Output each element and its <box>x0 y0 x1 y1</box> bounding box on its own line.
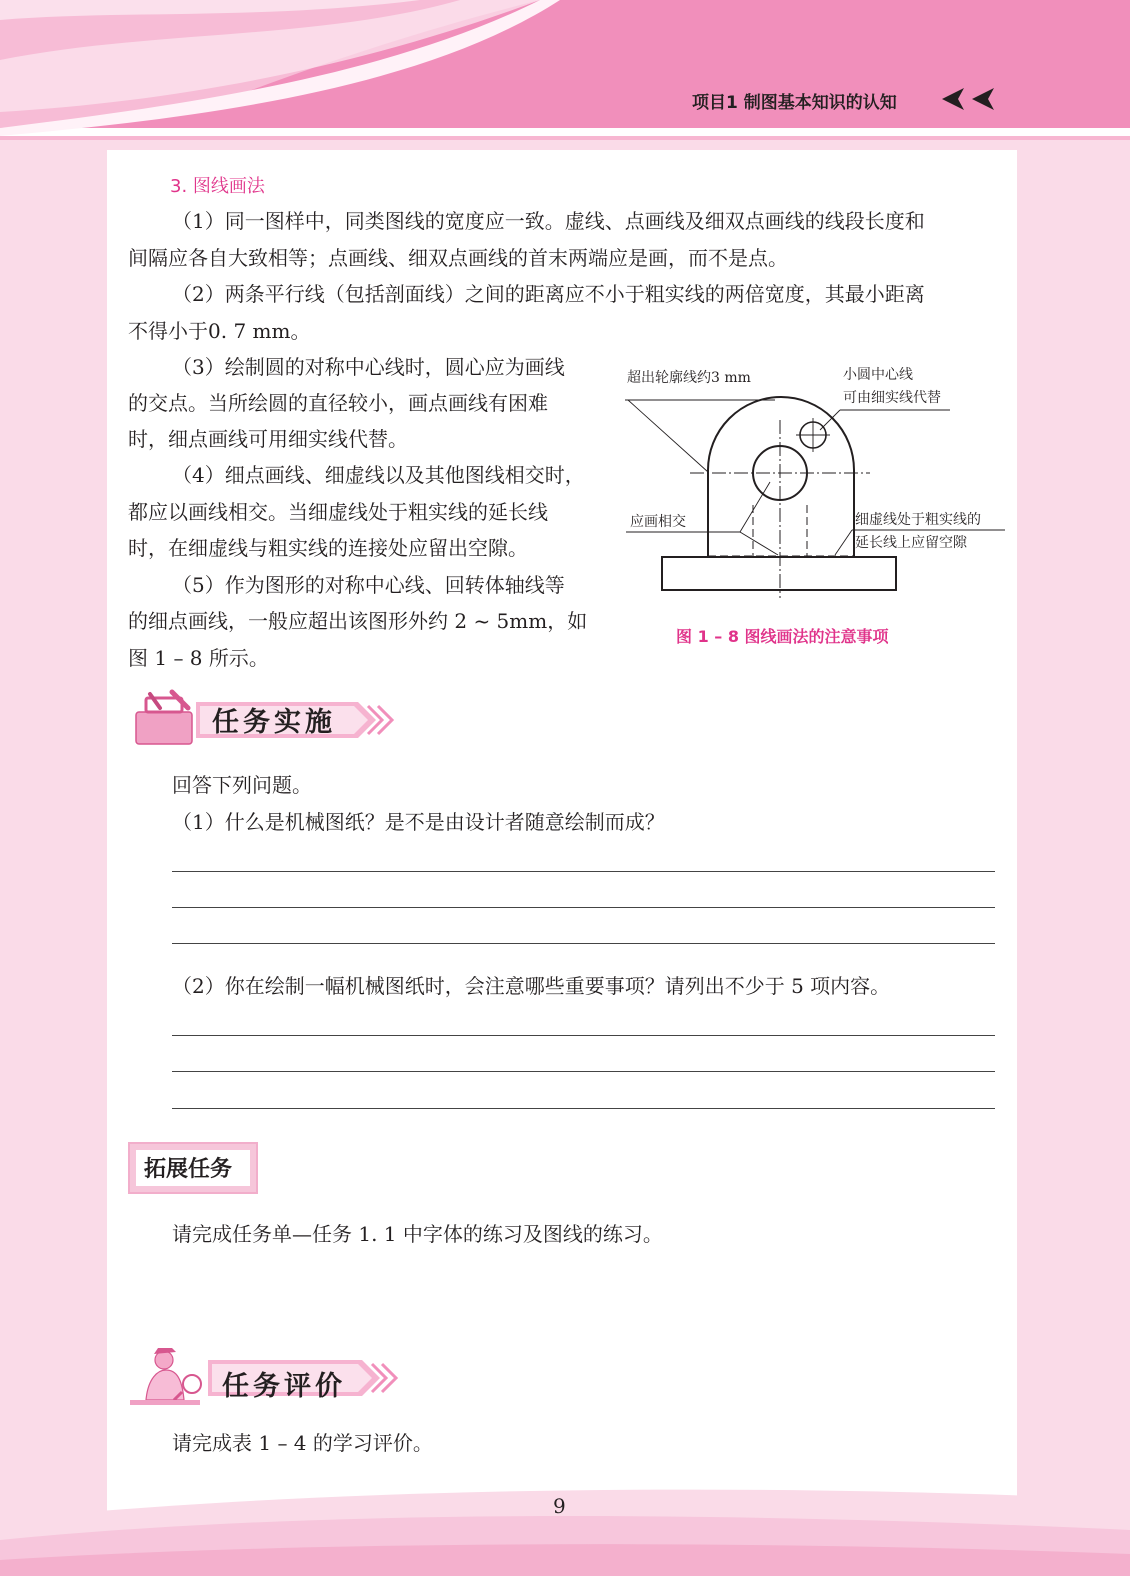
figure-caption: 图 1 – 8 图线画法的注意事项 <box>676 627 889 646</box>
paragraph-1-line-1: （1）同一图样中，同类图线的宽度应一致。虚线、点画线及细双点画线的线段长度和 <box>172 209 925 233</box>
answer-line-q1-1[interactable] <box>172 871 995 872</box>
figure-label-small-circle-2: 可由细实线代替 <box>843 390 941 406</box>
figure-label-exceed: 超出轮廓线约3 mm <box>627 370 751 386</box>
task-impl-banner-label: 任务实施 <box>212 707 336 738</box>
figure-label-intersect: 应画相交 <box>630 514 686 530</box>
answer-line-q1-2[interactable] <box>172 907 995 908</box>
figure-label-small-circle-1: 小圆中心线 <box>843 367 913 383</box>
task-eval-banner-label: 任务评价 <box>222 1371 346 1402</box>
paragraph-5-line-1: （5）作为图形的对称中心线、回转体轴线等 <box>172 573 565 597</box>
double-arrow-left-icon <box>940 86 1000 112</box>
expand-task-text: 请完成任务单—任务 1. 1 中字体的练习及图线的练习。 <box>172 1222 663 1246</box>
paragraph-3-line-2: 的交点。当所绘圆的直径较小，画点画线有困难 <box>128 391 548 415</box>
header-decoration <box>0 0 1130 140</box>
answer-line-q2-1[interactable] <box>172 1035 995 1036</box>
paragraph-4-line-2: 都应以画线相交。当细虚线处于粗实线的延长线 <box>128 500 548 524</box>
paragraph-4-line-1: （4）细点画线、细虚线以及其他图线相交时， <box>172 463 585 487</box>
answer-line-q1-3[interactable] <box>172 943 995 944</box>
paragraph-2-line-2: 不得小于0. 7 mm。 <box>128 319 311 343</box>
paragraph-2-line-1: （2）两条平行线（包括剖面线）之间的距离应不小于粗实线的两倍宽度，其最小距离 <box>172 282 925 306</box>
answer-line-q2-2[interactable] <box>172 1071 995 1072</box>
question-1: （1）什么是机械图纸？是不是由设计者随意绘制而成？ <box>172 810 665 834</box>
section-heading: 3. 图线画法 <box>170 176 265 197</box>
paragraph-3-line-1: （3）绘制圆的对称中心线时，圆心应为画线 <box>172 355 565 379</box>
task-eval-text: 请完成表 1 – 4 的学习评价。 <box>172 1431 433 1455</box>
left-margin <box>0 150 107 1576</box>
figure-line-drawing <box>620 360 1010 610</box>
figure-label-gap-1: 细虚线处于粗实线的 <box>855 512 981 528</box>
question-2: （2）你在绘制一幅机械图纸时，会注意哪些重要事项？请列出不少于 5 项内容。 <box>172 974 891 998</box>
figure-label-gap-2: 延长线上应留空隙 <box>855 535 967 551</box>
expand-task-label: 拓展任务 <box>144 1157 233 1182</box>
paragraph-3-line-3: 时，细点画线可用细实线代替。 <box>128 427 408 451</box>
task-impl-intro: 回答下列问题。 <box>172 773 312 797</box>
right-margin <box>1017 150 1130 1576</box>
page-number: 9 <box>553 1494 566 1518</box>
paragraph-1-line-2: 间隔应各自大致相等；点画线、细双点画线的首末两端应是画，而不是点。 <box>128 246 788 270</box>
header-title: 项目1 制图基本知识的认知 <box>692 93 897 113</box>
answer-line-q2-3[interactable] <box>172 1108 995 1109</box>
paragraph-4-line-3: 时，在细虚线与粗实线的连接处应留出空隙。 <box>128 536 528 560</box>
expand-task-box <box>128 1142 258 1194</box>
paragraph-5-line-2: 的细点画线，一般应超出该图形外约 2 ~ 5mm，如 <box>128 609 588 633</box>
paragraph-5-line-3: 图 1 – 8 所示。 <box>128 646 269 670</box>
